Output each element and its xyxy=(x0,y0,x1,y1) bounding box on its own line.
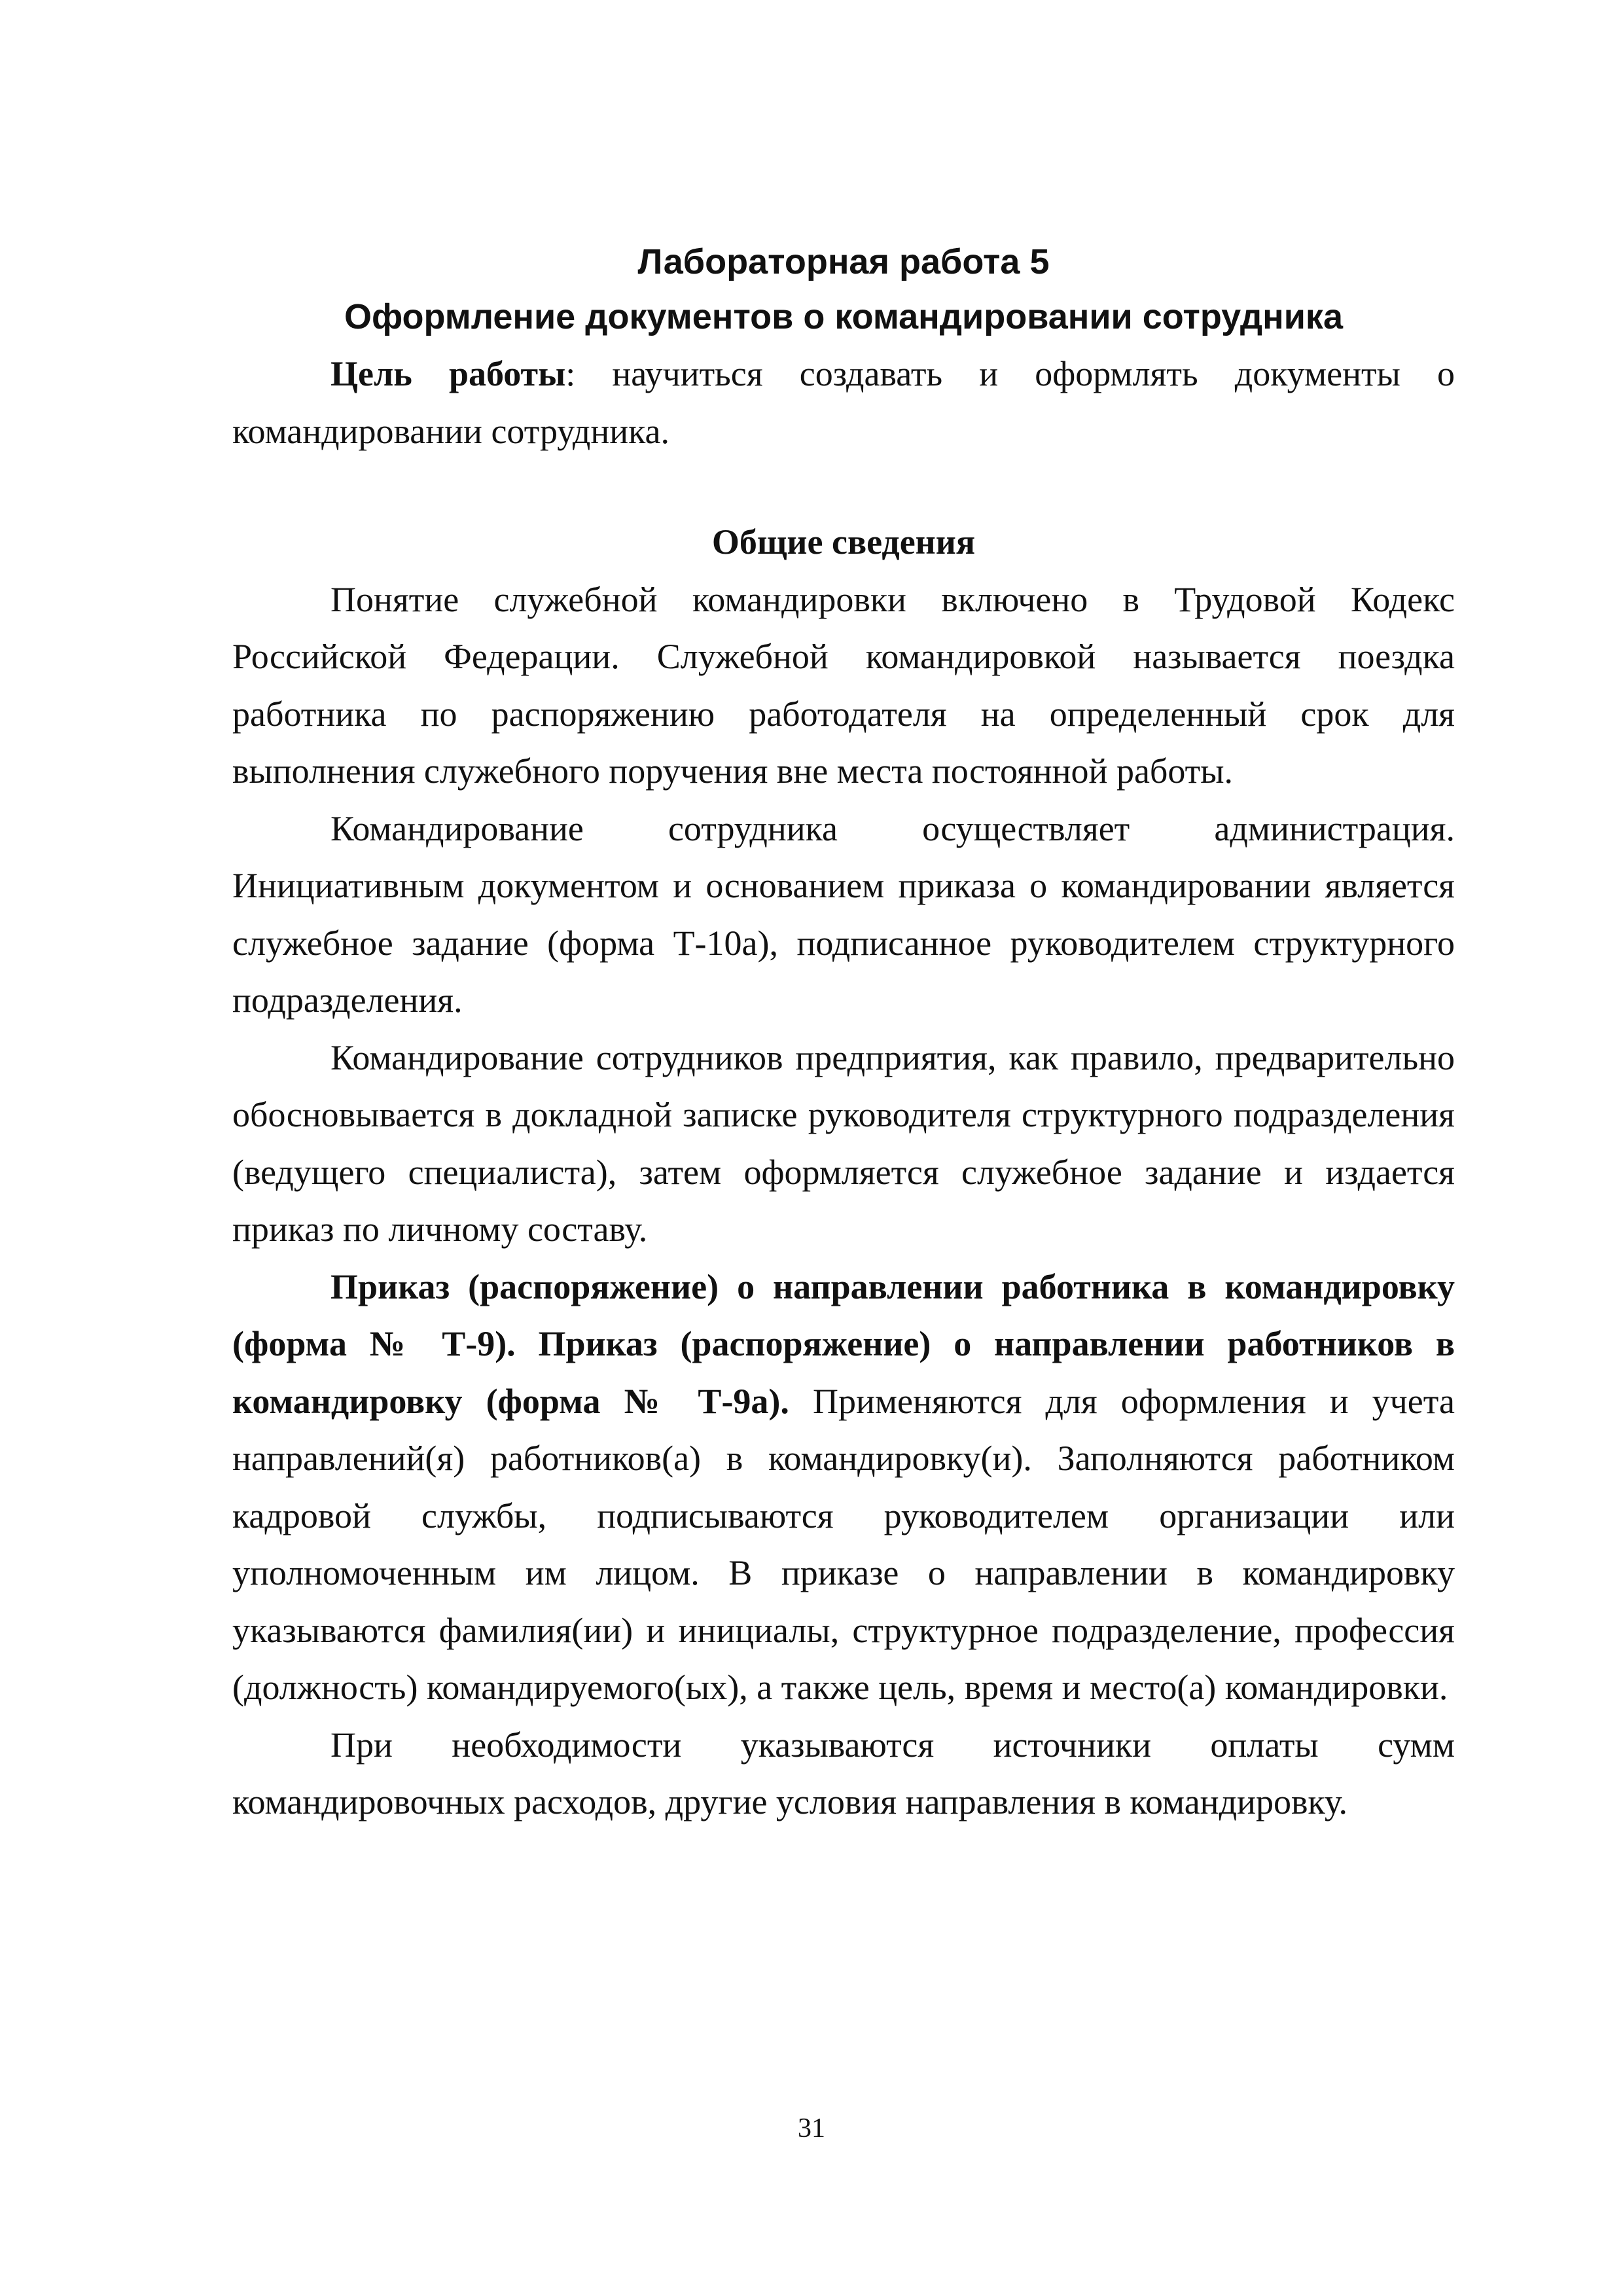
paragraph-payment-sources: При необходимости указываются источники оплаты сумм командировочных расходов, другие условия направления в командировку. xyxy=(232,1725,1455,1821)
section-heading: Общие сведения xyxy=(711,522,976,562)
lab-title: Лабораторная работа 5 xyxy=(637,242,1050,281)
document-page xyxy=(232,236,1455,1831)
goal-paragraph xyxy=(232,346,1455,460)
goal-label: Цель работы xyxy=(330,354,566,393)
goal-colon: : xyxy=(565,354,576,393)
lab-subtitle: Оформление документов о командировании сотрудника xyxy=(344,297,1343,336)
order-forms-bold: Приказ (распоряжение) о направлении работника в командировку (форма № Т-9). Приказ (распоряжение) о направлении работников в командировку (форма № Т-9а). xyxy=(232,1266,1455,1421)
order-forms-text: Применяются для оформления и учета направлений(я) работников(а) в командировку(и). Заполняются работником кадровой службы, подписываются руководителем организации или уполномоченным им лицом. В приказе о направлении в командировку указываются фамилия(ии) и инициалы, структурное подразделение, профессия (должность) командируемого(ых), а также цель, время и место(а) командировки. xyxy=(232,1381,1455,1707)
paragraph-administration: Командирование сотрудника осуществляет администрация. Инициативным документом и основанием приказа о командировании является служебное задание (форма Т-10а), подписанное руководителем структурного подразделения. xyxy=(232,808,1455,1020)
goal-text: научиться создавать и оформлять документы о командировании сотрудника. xyxy=(232,354,1455,451)
paragraph-order-forms xyxy=(232,1259,1455,1717)
page-number: 31 xyxy=(798,2113,825,2144)
paragraph-justification: Командирование сотрудников предприятия, как правило, предварительно обосновывается в докладной записке руководителя структурного подразделения (ведущего специалиста), затем оформляется служебное задание и издается приказ по личному составу. xyxy=(232,1037,1455,1249)
paragraph-business-trip-definition: Понятие служебной командировки включено в Трудовой Кодекс Российской Федерации. Служебной командировкой называется поездка работника по распоряжению работодателя на определенный срок для выполнения служебного поручения вне места постоянной работы. xyxy=(232,579,1455,791)
